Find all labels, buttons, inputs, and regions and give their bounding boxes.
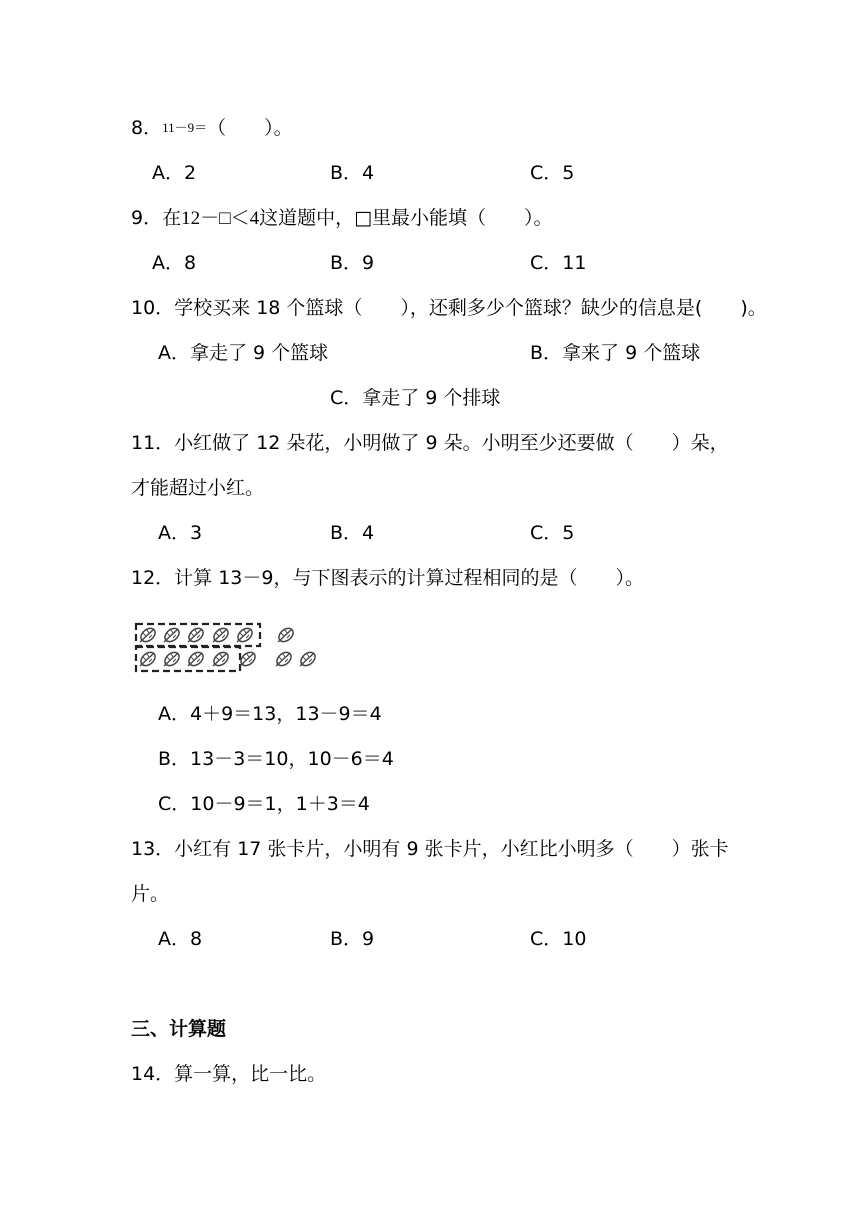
question-14-text: 14．算一算，比一比。 (131, 1063, 327, 1085)
leaf-icon (298, 650, 317, 669)
question-8-option-a[interactable]: A．2 (152, 162, 197, 184)
question-11-option-c[interactable]: C．5 (530, 522, 575, 544)
question-8 (131, 116, 293, 140)
question-8-option-c[interactable]: C．5 (530, 162, 575, 184)
question-9 (131, 206, 553, 231)
question-11-option-b[interactable]: B．4 (330, 522, 375, 544)
leaf-icon (235, 626, 254, 645)
leaf-icon (238, 650, 257, 669)
question-12-option-c[interactable]: C．10－9＝1，1＋3＝4 (158, 793, 370, 815)
leaf-icon (138, 650, 157, 669)
question-8-blank: （ ）。 (207, 117, 293, 139)
leaf-icon (186, 650, 205, 669)
question-9-option-c[interactable]: C．11 (530, 252, 587, 274)
question-8-option-b[interactable]: B．4 (330, 162, 375, 184)
question-9-option-b[interactable]: B．9 (330, 252, 375, 274)
question-12-text: 12．计算 13－9，与下图表示的计算过程相同的是（ ）。 (131, 567, 644, 589)
leaf-icon (186, 626, 205, 645)
leaf-grouping-figure (134, 621, 334, 677)
question-11-line-1: 11．小红做了 12 朵花，小明做了 9 朵。小明至少还要做（ ）朵， (131, 432, 729, 454)
question-10-option-a[interactable]: A．拿走了 9 个篮球 (158, 342, 329, 364)
question-10-option-b[interactable]: B．拿来了 9 个篮球 (530, 342, 701, 364)
question-12-option-b[interactable]: B．13－3＝10，10－6＝4 (158, 748, 394, 770)
leaf-icon (276, 626, 295, 645)
question-11-line-2: 才能超过小红。 (131, 477, 265, 499)
leaf-icon (274, 650, 293, 669)
question-8-number: 8． (131, 117, 163, 139)
question-13-line-2: 片。 (131, 883, 170, 905)
section-3-heading: 三、计算题 (131, 1018, 227, 1040)
leaf-icon (211, 650, 230, 669)
leaf-icon (211, 626, 230, 645)
question-10-option-c[interactable]: C．拿走了 9 个排球 (330, 387, 501, 409)
question-13-option-a[interactable]: A．8 (158, 928, 203, 950)
question-13-option-b[interactable]: B．9 (330, 928, 375, 950)
question-9-expression: 12－□＜4 (181, 208, 260, 229)
question-12-option-a[interactable]: A．4＋9＝13，13－9＝4 (158, 703, 382, 725)
question-13-option-c[interactable]: C．10 (530, 928, 587, 950)
question-13-line-1: 13．小红有 17 张卡片，小明有 9 张卡片，小红比小明多（ ）张卡 (131, 838, 729, 860)
leaf-icon (162, 650, 181, 669)
question-9-text: 这道题中，□里最小能填（ ）。 (259, 207, 553, 229)
question-11-option-a[interactable]: A．3 (158, 522, 203, 544)
question-8-expression: 11－9＝ (162, 120, 208, 135)
question-9-option-a[interactable]: A．8 (152, 252, 197, 274)
question-10-text: 10．学校买来 18 个篮球（ ），还剩多少个篮球？缺少的信息是( )。 (131, 297, 767, 319)
question-9-prefix: 9．在 (131, 207, 182, 229)
leaf-icon (162, 626, 181, 645)
leaf-icon (138, 626, 157, 645)
